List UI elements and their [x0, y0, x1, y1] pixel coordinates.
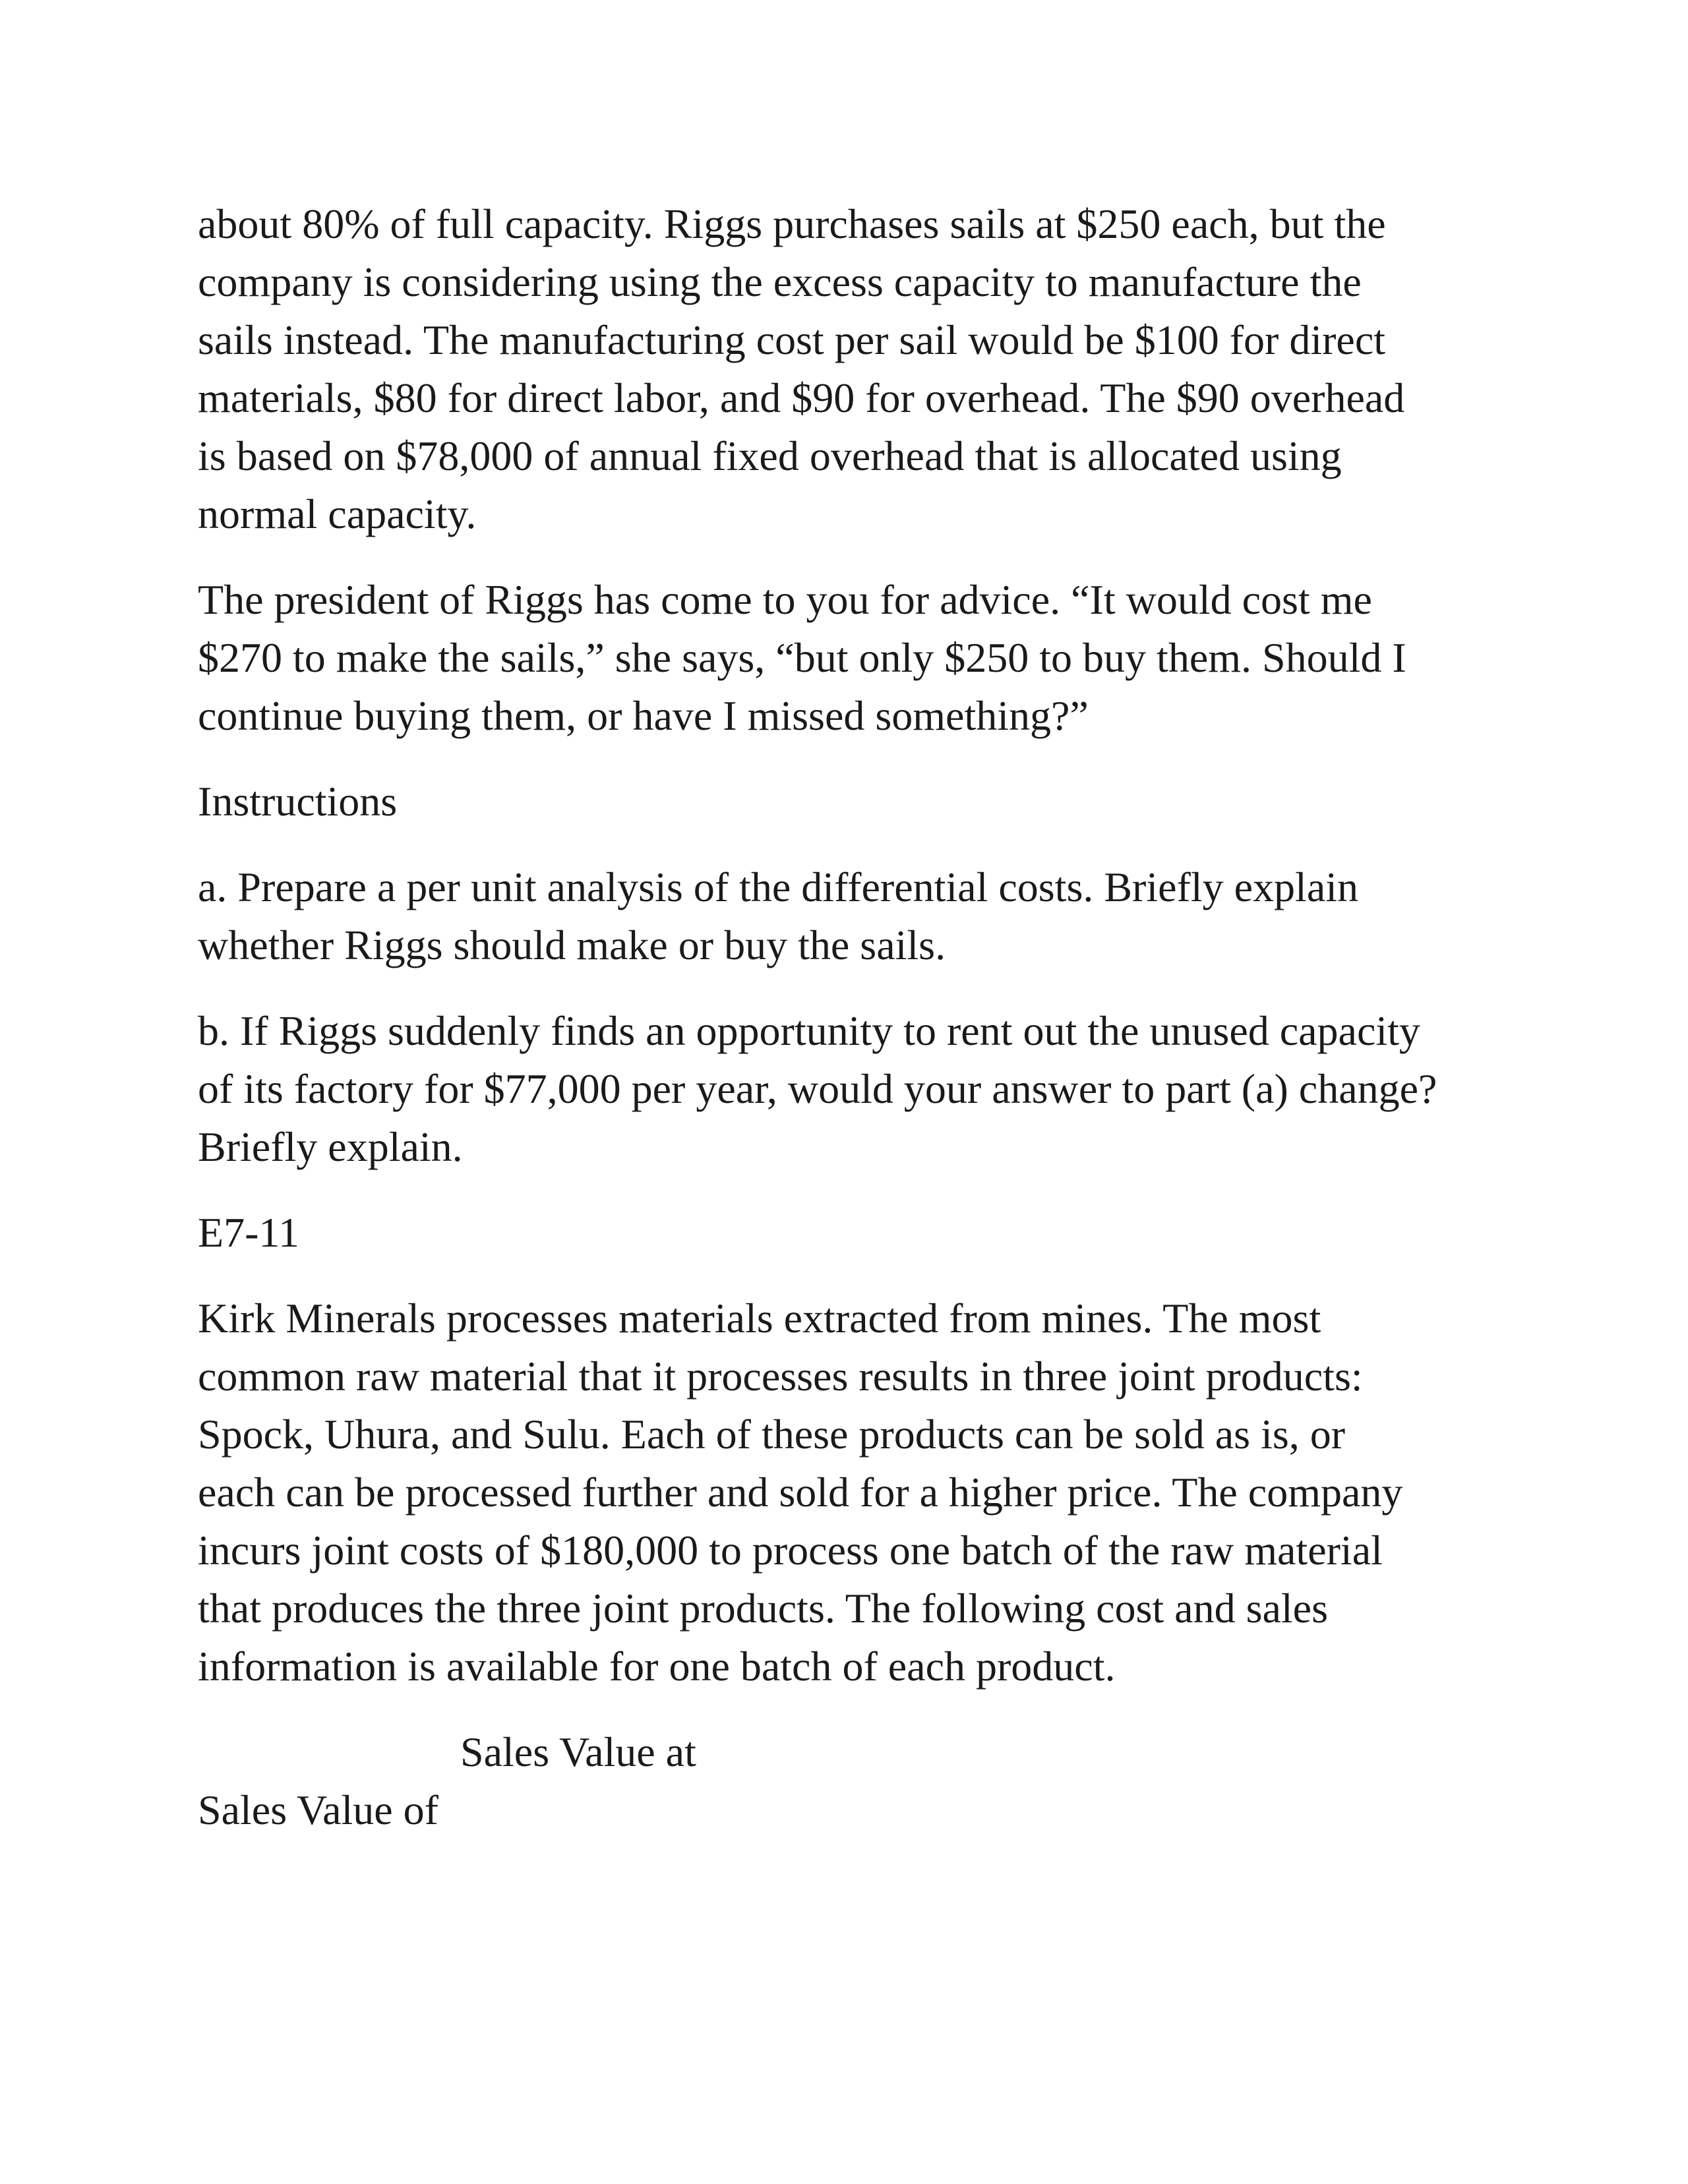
instruction-a: a. Prepare a per unit analysis of the differential costs. Briefly explain whether Riggs should make or buy the sails.: [198, 864, 1358, 968]
paragraph-president-quote: The president of Riggs has come to you for advice. “It would cost me $270 to make the sails,” she says, “but only $250 to buy them. Should I continue buying them, or have I missed something?”: [198, 576, 1406, 739]
document-body: [198, 195, 1517, 1839]
paragraph-kirk-minerals: Kirk Minerals processes materials extracted from mines. The most common raw material that it processes results in three joint products: Spock, Uhura, and Sulu. Each of these products can be sold as is, or each can be processed further and sold for a higher price. The company incurs joint costs of $180,000 to process one batch of the raw material that produces the three joint products. The following cost and sales information is available for one batch of each product.: [198, 1295, 1403, 1690]
table-header-sales-value-at: Sales Value at: [460, 1728, 696, 1775]
exercise-heading-e7-11: E7-11: [198, 1209, 300, 1256]
paragraph-riggs-capacity: about 80% of full capacity. Riggs purchases sails at $250 each, but the company is considering using the excess capacity to manufacture the sails instead. The manufacturing cost per sail would be $100 for direct materials, $80 for direct labor, and $90 for overhead. The $90 overhead is based on $78,000 of annual fixed overhead that is allocated using normal capacity.: [198, 200, 1405, 537]
table-header-sales-value-of: Sales Value of: [198, 1786, 438, 1833]
instruction-b: b. If Riggs suddenly finds an opportunity to rent out the unused capacity of its factory for $77,000 per year, would your answer to part (a) change? Briefly explain.: [198, 1007, 1437, 1170]
instructions-heading: Instructions: [198, 778, 398, 825]
